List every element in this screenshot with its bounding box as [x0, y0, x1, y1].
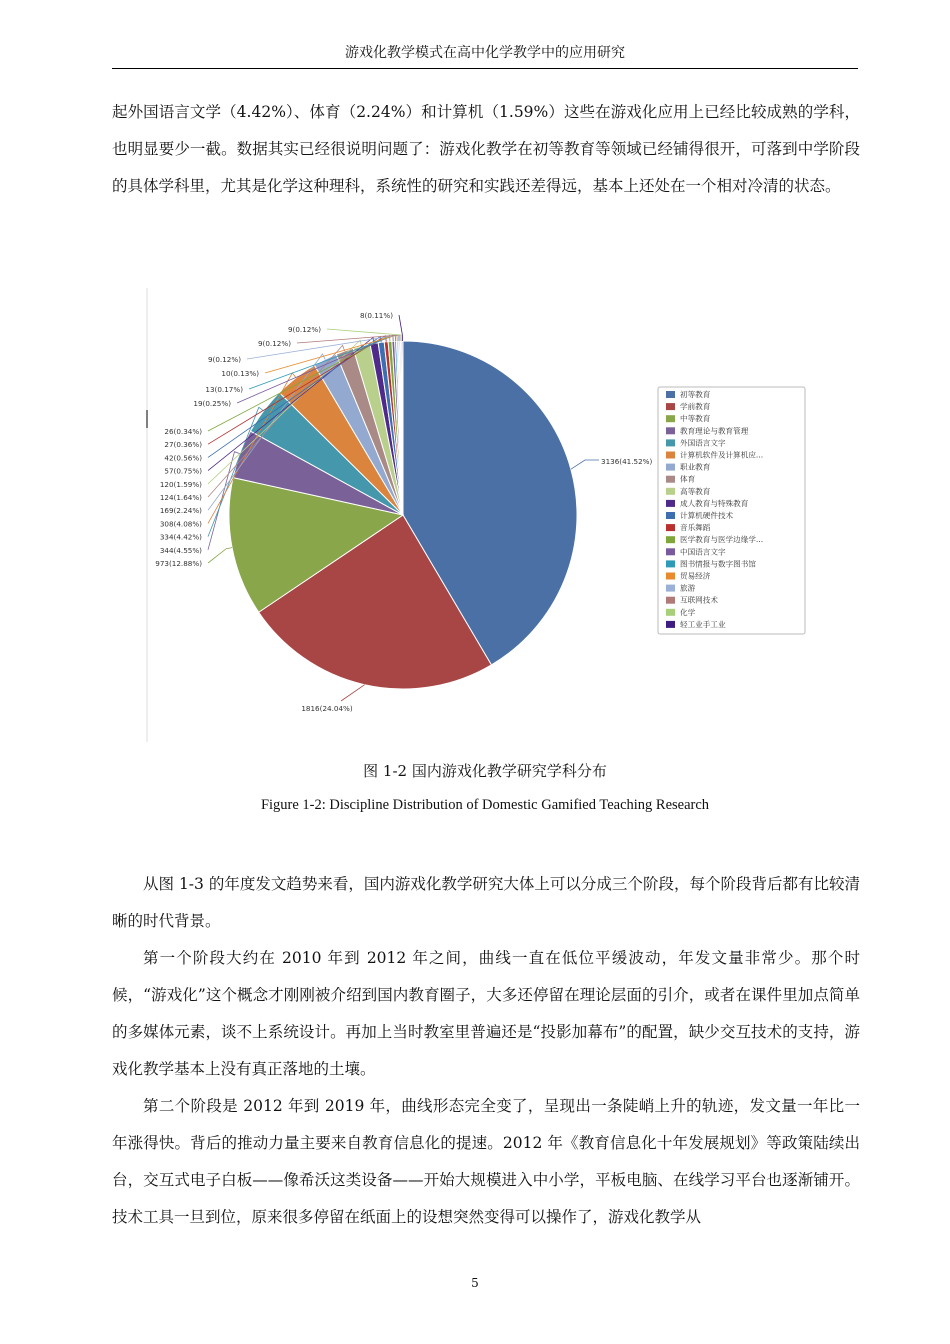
- leader-line-1: [341, 685, 365, 701]
- legend-swatch-13: [666, 548, 675, 555]
- legend-swatch-11: [666, 524, 675, 531]
- legend-swatch-3: [666, 427, 675, 434]
- legend-label-9: 成人教育与特殊教育: [680, 498, 749, 508]
- legend-swatch-17: [666, 597, 675, 604]
- data-label-12: 26(0.34%): [164, 427, 202, 436]
- legend-label-8: 高等教育: [680, 486, 711, 496]
- data-label-16: 9(0.12%): [207, 355, 241, 364]
- legend-swatch-8: [666, 488, 675, 495]
- data-label-11: 27(0.36%): [164, 440, 202, 450]
- legend-label-16: 旅游: [680, 583, 696, 593]
- legend-label-3: 教育理论与教育管理: [680, 426, 749, 436]
- legend-label-2: 中等教育: [680, 414, 711, 424]
- data-label-5: 308(4.08%): [159, 519, 202, 529]
- legend-label-6: 职业教育: [680, 462, 711, 472]
- legend-label-0: 初等教育: [680, 390, 711, 399]
- figure-caption-english: Figure 1-2: Discipline Distribution of Domestic Gamified Teaching Research: [260, 797, 710, 813]
- data-label-0: 3136(41.52%): [601, 457, 653, 466]
- data-label-15: 10(0.13%): [221, 369, 259, 378]
- data-label-9: 57(0.75%): [164, 466, 202, 476]
- data-label-2: 973(12.88%): [155, 559, 202, 568]
- legend-swatch-0: [666, 391, 675, 398]
- legend-label-13: 中国语言文字: [680, 547, 726, 557]
- legend-swatch-16: [666, 585, 675, 592]
- legend-label-7: 体育: [680, 474, 696, 484]
- legend-swatch-1: [666, 403, 675, 410]
- legend-label-5: 计算机软件及计算机应...: [680, 450, 764, 460]
- figure-caption-chinese: 图 1-2 国内游戏化教学研究学科分布: [363, 762, 607, 780]
- data-label-4: 334(4.42%): [159, 532, 202, 542]
- legend-label-4: 外国语言文字: [680, 438, 726, 448]
- pie-chart-figure: [145, 288, 815, 742]
- page-number: 5: [471, 1276, 479, 1290]
- legend-swatch-9: [666, 500, 675, 507]
- data-label-18: 9(0.12%): [287, 325, 321, 334]
- legend-label-19: 轻工业手工业: [680, 619, 726, 629]
- legend-swatch-15: [666, 573, 675, 580]
- paragraph-continuation: 起外国语言文学（4.42%）、体育（2.24%）和计算机（1.59%）这些在游戏化应用上已经比较成熟的学科，也明显要少一截。数据其实已经很说明问题了：游戏化教学在初等教育等领域已经铺得很开，可落到中学阶段的具体学科里，尤其是化学这种理科，系统性的研究和实践还差得远，基本上还处在一个相对冷清的状态。: [112, 103, 860, 195]
- legend-label-15: 贸易经济: [680, 571, 711, 581]
- leader-line-0: [571, 460, 599, 469]
- data-label-13: 19(0.25%): [193, 399, 231, 408]
- paragraph-stage-two: 第二个阶段是 2012 年到 2019 年，曲线形态完全变了，呈现出一条陡峭上升的轨迹，发文量一年比一年涨得快。背后的推动力量主要来自教育信息化的提速。2012 年《教育信息化十年发展规划》等政策陆续出台，交互式电子白板——像希沃这类设备——开始大规模进入中小学，平板电脑、在线学习平台也逐渐铺开。技术工具一旦到位，原来很多停留在纸面上的设想突然变得可以操作了，游戏化教学从: [112, 1097, 860, 1226]
- paragraph-stages-intro: 从图 1-3 的年度发文趋势来看，国内游戏化教学研究大体上可以分成三个阶段，每个阶段背后都有比较清晰的时代背景。: [112, 875, 860, 930]
- paragraph-stage-one: 第一个阶段大约在 2010 年到 2012 年之间，曲线一直在低位平缓波动，年发文量非常少。那个时候，“游戏化”这个概念才刚刚被介绍到国内教育圈子，大多还停留在理论层面的引介，或者在课件里加点简单的多媒体元素，谈不上系统设计。再加上当时教室里普遍还是“投影加幕布”的配置，缺少交互技术的支持，游戏化教学基本上没有真正落地的土壤。: [112, 949, 860, 1078]
- data-label-6: 169(2.24%): [159, 506, 202, 516]
- data-label-7: 124(1.64%): [159, 493, 202, 502]
- legend-swatch-10: [666, 512, 675, 519]
- legend-swatch-18: [666, 609, 675, 616]
- data-label-1: 1816(24.04%): [301, 704, 353, 713]
- legend-label-12: 医学教育与医学边缘学...: [680, 535, 764, 545]
- legend-swatch-4: [666, 439, 675, 446]
- data-label-19: 8(0.11%): [359, 311, 393, 320]
- data-label-3: 344(4.55%): [159, 545, 202, 555]
- data-label-10: 42(0.56%): [164, 453, 202, 463]
- legend-swatch-12: [666, 536, 675, 543]
- legend-label-1: 学前教育: [680, 402, 711, 412]
- leader-line-2: [208, 548, 232, 563]
- running-header: 游戏化教学模式在高中化学教学中的应用研究: [112, 42, 858, 69]
- data-label-14: 13(0.17%): [205, 385, 243, 394]
- legend-label-11: 音乐舞蹈: [680, 523, 711, 533]
- legend-label-10: 计算机硬件技术: [680, 511, 734, 520]
- legend-label-18: 化学: [680, 607, 696, 617]
- discipline-pie-chart: [145, 288, 815, 742]
- legend-label-14: 图书情报与数字图书馆: [680, 559, 756, 569]
- data-label-8: 120(1.59%): [159, 479, 202, 489]
- legend-swatch-14: [666, 560, 675, 567]
- legend-label-17: 互联网技术: [680, 595, 718, 605]
- legend-swatch-5: [666, 452, 675, 459]
- data-label-17: 9(0.12%): [257, 339, 291, 348]
- legend-swatch-2: [666, 415, 675, 422]
- legend-swatch-6: [666, 464, 675, 471]
- legend-swatch-19: [666, 621, 675, 628]
- legend-swatch-7: [666, 476, 675, 483]
